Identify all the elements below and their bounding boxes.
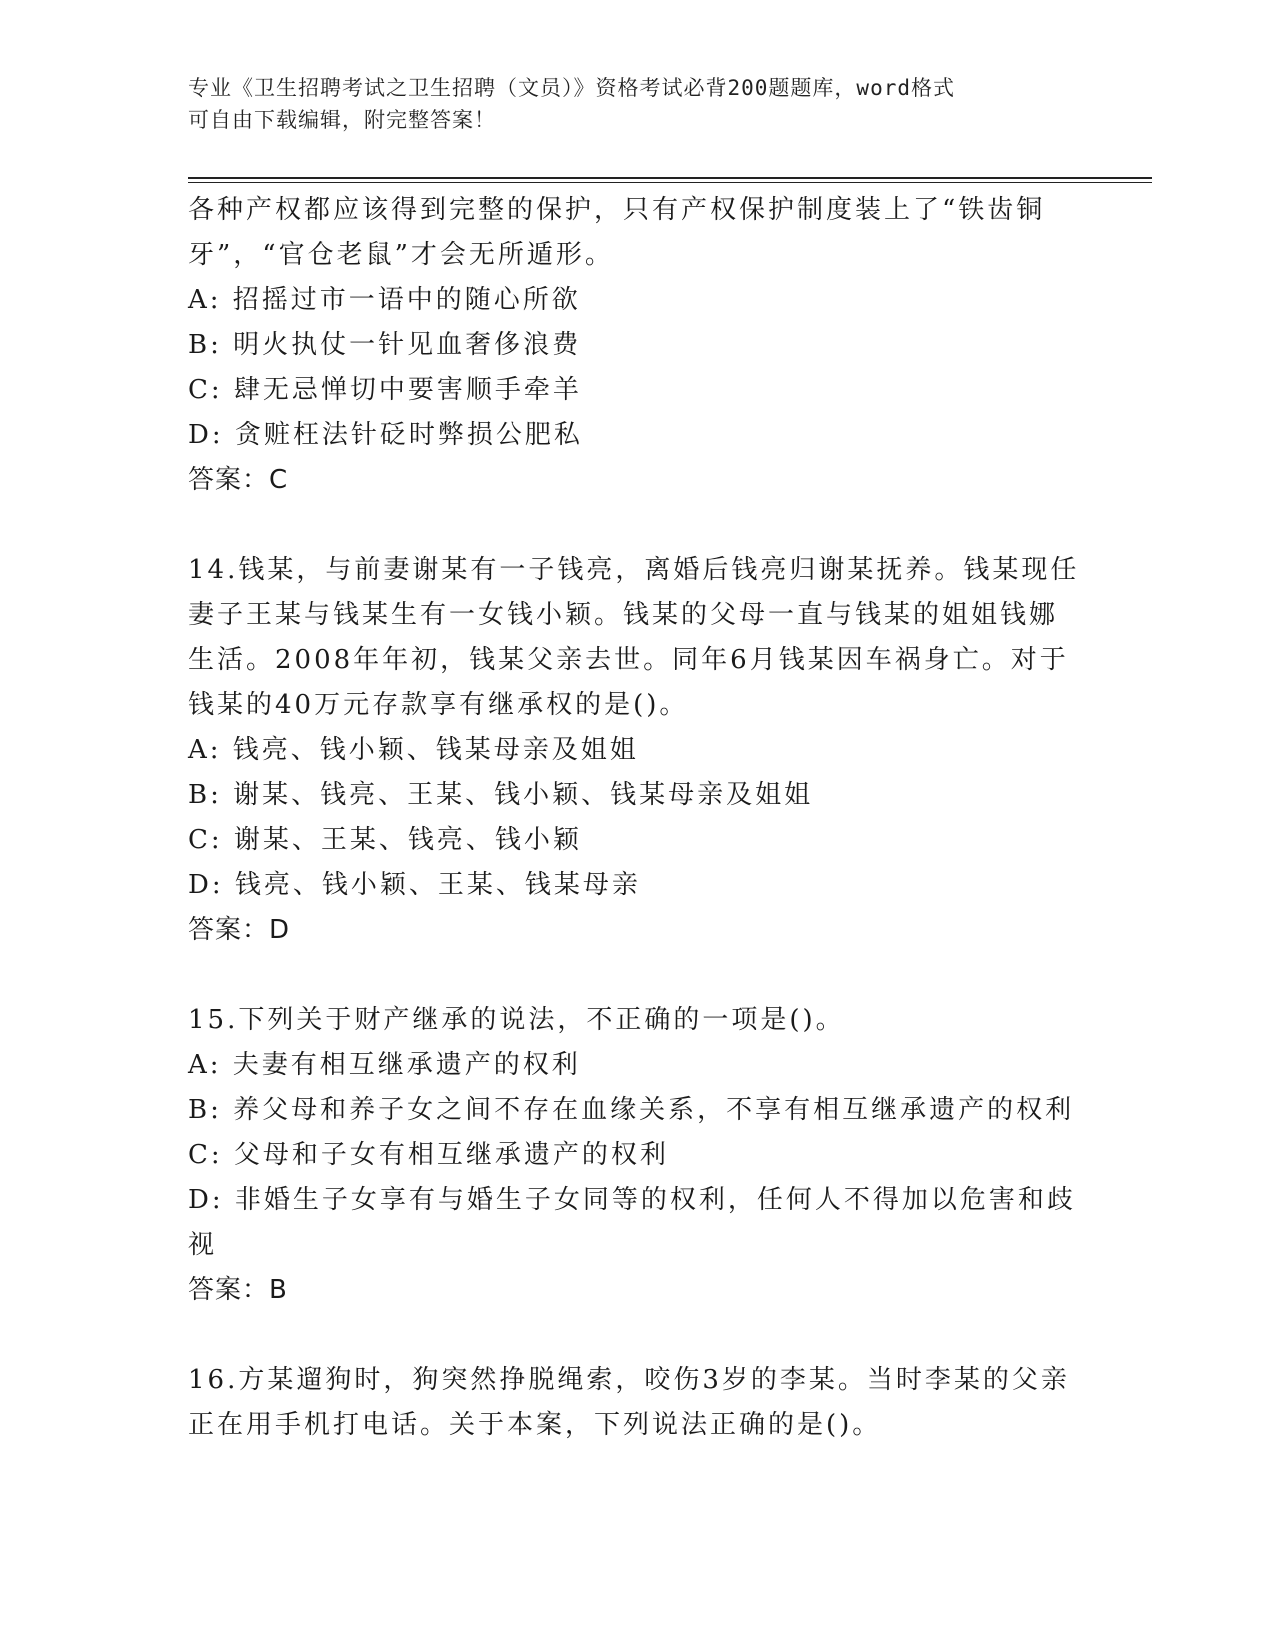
option-d: D: 钱亮、钱小颖、王某、钱某母亲 [188, 870, 641, 900]
question-15 [188, 998, 1088, 1313]
question-content [188, 188, 1088, 1448]
question-text-line: 16.方某遛狗时，狗突然挣脱绳索，咬伤3岁的李某。当时李某的父亲 [188, 1365, 1070, 1395]
spacer [188, 953, 1088, 998]
header-rule-thick [188, 177, 1152, 179]
option-a: A: 招摇过市一语中的随心所欲 [188, 285, 581, 315]
question-text-line: 生活。2008年年初，钱某父亲去世。同年6月钱某因车祸身亡。对于 [188, 645, 1069, 675]
header-rule-thin [188, 182, 1152, 183]
question-text-line: 14.钱某，与前妻谢某有一子钱亮，离婚后钱亮归谢某抚养。钱某现任 [188, 555, 1080, 585]
option-b: B: 养父母和养子女之间不存在血缘关系，不享有相互继承遗产的权利 [188, 1095, 1075, 1125]
question-13-tail [188, 188, 1088, 503]
question-text-line: 妻子王某与钱某生有一女钱小颖。钱某的父母一直与钱某的姐姐钱娜 [188, 600, 1059, 630]
question-text-line: 15.下列关于财产继承的说法，不正确的一项是()。 [188, 1005, 845, 1035]
option-b: B: 明火执仗一针见血奢侈浪费 [188, 330, 582, 360]
spacer [188, 1313, 1088, 1358]
option-c: C: 父母和子女有相互继承遗产的权利 [188, 1140, 669, 1170]
question-text-line: 钱某的40万元存款享有继承权的是()。 [188, 690, 689, 720]
option-c: C: 谢某、王某、钱亮、钱小颖 [188, 825, 582, 855]
question-text-line: 各种产权都应该得到完整的保护，只有产权保护制度装上了“铁齿铜 [188, 195, 1046, 225]
answer-line: 答案：B [188, 1275, 288, 1305]
option-d-continued: 视 [188, 1230, 218, 1260]
question-text-line: 牙”，“官仓老鼠”才会无所遁形。 [188, 240, 614, 270]
option-c: C: 肆无忌惮切中要害顺手牵羊 [188, 375, 582, 405]
answer-line: 答案：C [188, 465, 289, 495]
question-14 [188, 548, 1088, 953]
document-header [188, 72, 1068, 136]
option-b: B: 谢某、钱亮、王某、钱小颖、钱某母亲及姐姐 [188, 780, 814, 810]
option-a: A: 钱亮、钱小颖、钱某母亲及姐姐 [188, 735, 639, 765]
header-line-2: 可自由下载编辑，附完整答案！ [188, 108, 496, 132]
header-line-1: 专业《卫生招聘考试之卫生招聘（文员）》资格考试必背200题题库，word格式 [188, 76, 955, 100]
option-d: D: 贪赃枉法针砭时弊损公肥私 [188, 420, 583, 450]
question-16 [188, 1358, 1088, 1448]
answer-line: 答案：D [188, 915, 291, 945]
question-text-line: 正在用手机打电话。关于本案，下列说法正确的是()。 [188, 1410, 882, 1440]
spacer [188, 503, 1088, 548]
option-a: A: 夫妻有相互继承遗产的权利 [188, 1050, 581, 1080]
option-d: D: 非婚生子女享有与婚生子女同等的权利，任何人不得加以危害和歧 [188, 1185, 1076, 1215]
